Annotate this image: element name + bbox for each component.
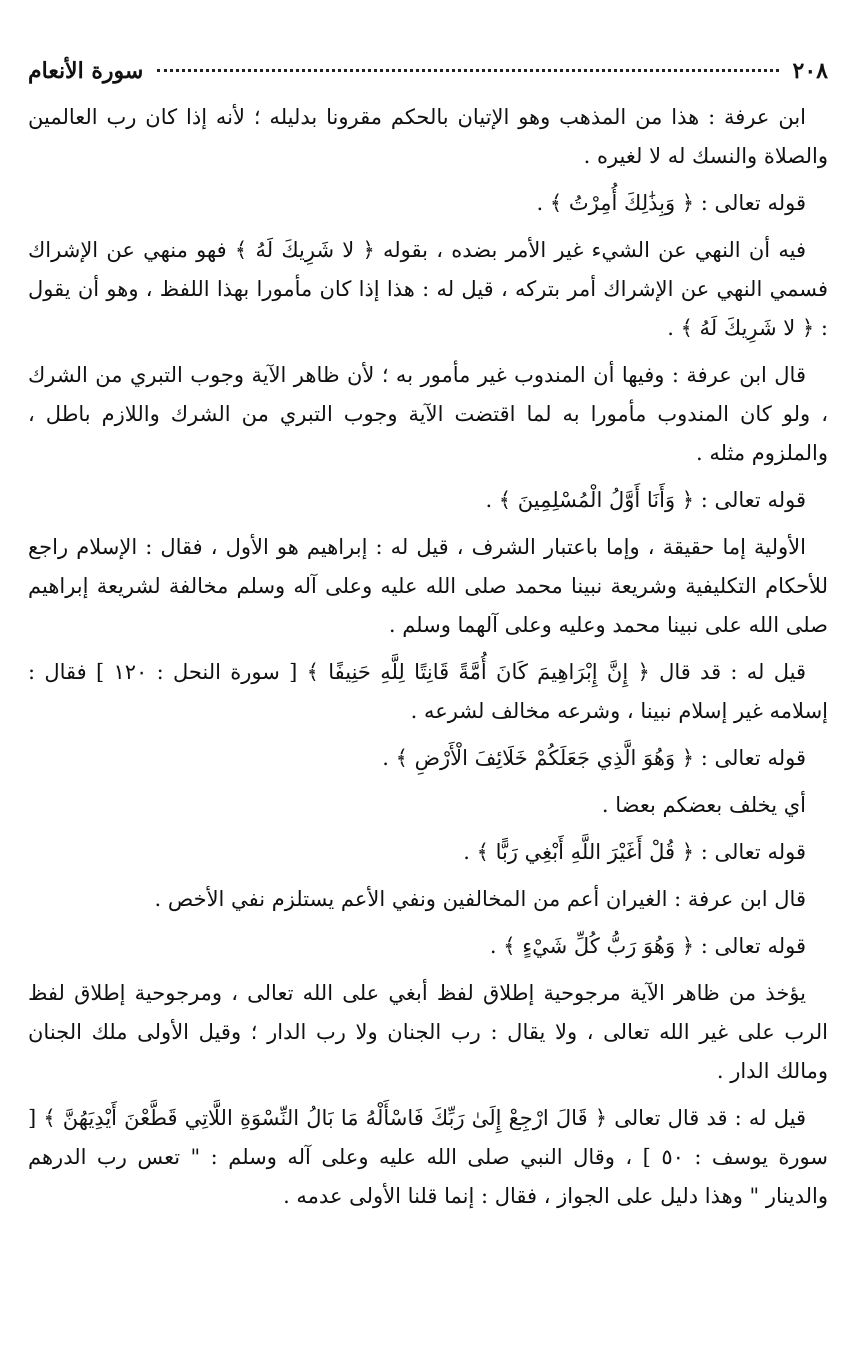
verse-quote: قوله تعالى : ﴿ قُلْ أَغَيْرَ اللَّهِ أَبْغِي رَبًّا ﴾ . — [463, 840, 806, 864]
paragraph: ابن عرفة : هذا من المذهب وهو الإتيان بالحكم مقرونا بدليله ؛ لأنه إذا كان رب العالمين والصلاة والنسك له لا لغيره . — [28, 105, 828, 168]
header-dotted-rule — [157, 69, 778, 72]
page-body — [28, 98, 828, 1216]
page-number: ٢٠٨ — [792, 58, 828, 84]
paragraph: قيل له : قد قال ﴿ إِنَّ إِبْرَاهِيمَ كَانَ أُمَّةً قَانِتًا لِلَّهِ حَنِيفًا ﴾ [ سورة النحل : ١٢٠ ] فقال : إسلامه غير إسلام نبينا ، وشرعه مخالف لشرعه . — [28, 660, 828, 723]
verse-quote: قوله تعالى : ﴿ وَأَنَا أَوَّلُ الْمُسْلِمِينَ ﴾ . — [485, 488, 806, 512]
verse-quote: قوله تعالى : ﴿ وَبِذَٰلِكَ أُمِرْتُ ﴾ . — [536, 191, 806, 215]
running-header — [28, 58, 828, 92]
surah-title: سورة الأنعام — [28, 58, 144, 84]
paragraph: فيه أن النهي عن الشيء غير الأمر بضده ، بقوله ﴿ لا شَرِيكَ لَهُ ﴾ فهو منهي عن الإشراك فسمي النهي عن الإشراك أمر بتركه ، قيل له : هذا إذا كان مأمورا بهذا اللفظ ، وهو أن يقول : ﴿ لا شَرِيكَ لَهُ ﴾ . — [28, 238, 828, 340]
paragraph: يؤخذ من ظاهر الآية مرجوحية إطلاق لفظ أبغي على الله تعالى ، ومرجوحية إطلاق لفظ الرب على غير الله تعالى ، ولا يقال : رب الجنان ولا رب الدار ؛ وقيل الأولى ملك الجنان ومالك الدار . — [28, 981, 828, 1083]
paragraph: قال ابن عرفة : وفيها أن المندوب غير مأمور به ؛ لأن ظاهر الآية وجوب التبري من الشرك ، ولو كان المندوب مأمورا به لما اقتضت الآية وجوب التبري من الشرك واللازم باطل ، والملزوم مثله . — [28, 363, 828, 465]
paragraph: قيل له : قد قال تعالى ﴿ قَالَ ارْجِعْ إِلَىٰ رَبِّكَ فَاسْأَلْهُ مَا بَالُ النِّسْوَةِ اللَّاتِي قَطَّعْنَ أَيْدِيَهُنَّ ﴾ [ سورة يوسف : ٥٠ ] ، وقال النبي صلى الله عليه وعلى آله وسلم : " تعس رب الدرهم والدينار " وهذا دليل على الجواز ، فقال : إنما قلنا الأولى عدمه . — [28, 1106, 828, 1208]
book-page — [28, 58, 828, 1224]
verse-quote: قوله تعالى : ﴿ وَهُوَ الَّذِي جَعَلَكُمْ خَلَائِفَ الْأَرْضِ ﴾ . — [382, 746, 806, 770]
paragraph: أي يخلف بعضكم بعضا . — [601, 793, 806, 817]
paragraph: الأولية إما حقيقة ، وإما باعتبار الشرف ، قيل له : إبراهيم هو الأول ، فقال : الإسلام راجع للأحكام التكليفية وشريعة نبينا محمد صلى الله عليه وعلى آله وسلم مخالفة لشريعة إبراهيم صلى الله على نبينا محمد وعليه وعلى آلهما وسلم . — [28, 535, 828, 637]
verse-quote: قوله تعالى : ﴿ وَهُوَ رَبُّ كُلِّ شَيْءٍ ﴾ . — [489, 934, 806, 958]
paragraph: قال ابن عرفة : الغيران أعم من المخالفين ونفي الأعم يستلزم نفي الأخص . — [154, 887, 806, 911]
